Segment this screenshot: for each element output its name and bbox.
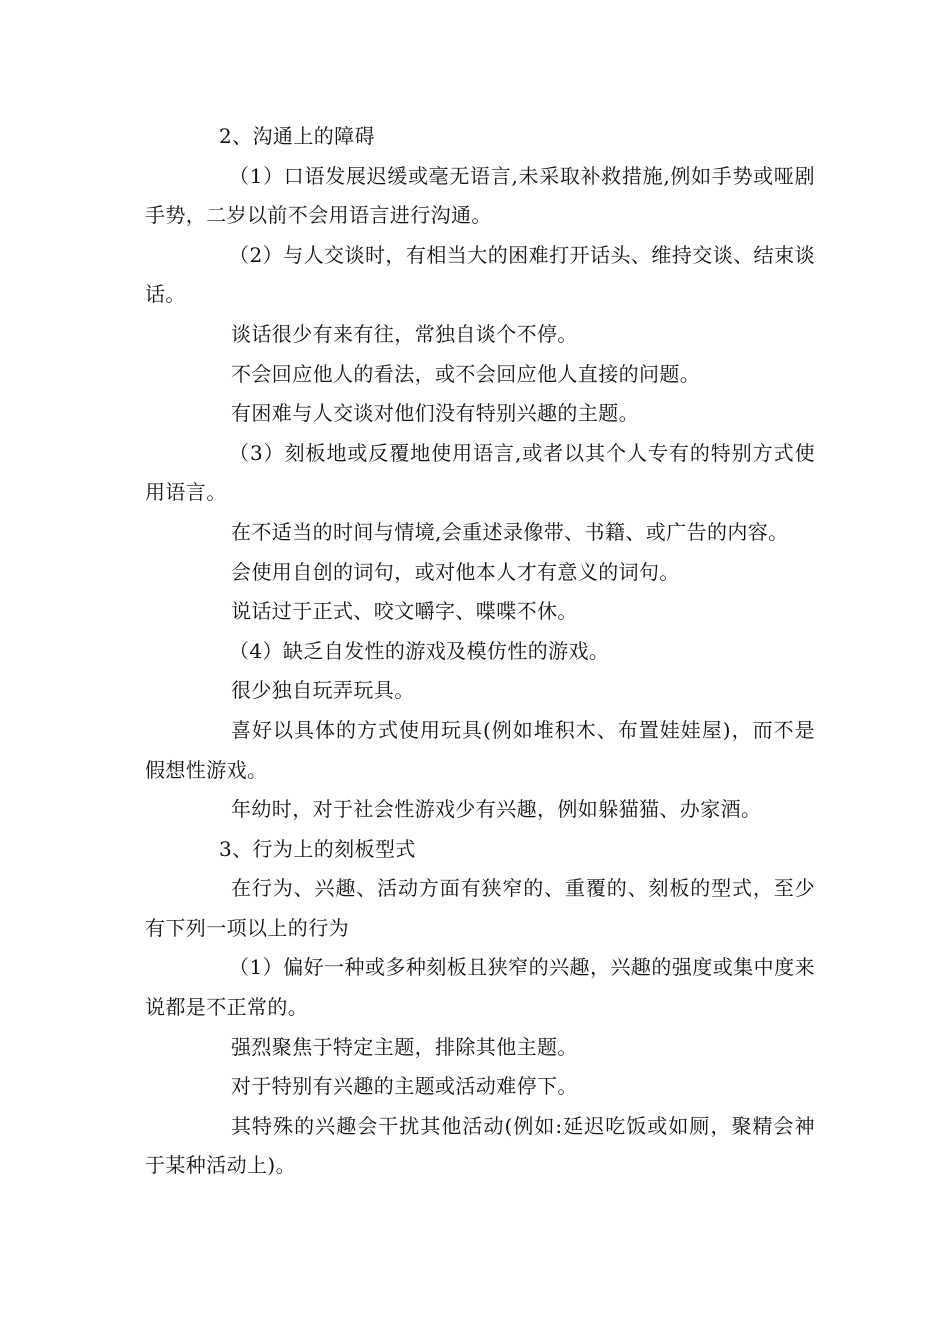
- document-body: [145, 117, 815, 1186]
- section-heading: 3、行为上的刻板型式: [219, 836, 416, 861]
- sub-item: 说话过于正式、咬文嚼字、喋喋不休。: [231, 599, 578, 624]
- sub-item: 会使用自创的词句，或对他本人才有意义的词句。: [231, 559, 680, 584]
- sub-item: 年幼时，对于社会性游戏少有兴趣，例如躲猫猫、办家酒。: [231, 797, 762, 822]
- numbered-item: （3）刻板地或反覆地使用语言,或者以其个人专有的特别方式使用语言。: [145, 440, 815, 505]
- sub-item: 其特殊的兴趣会干扰其他活动(例如:延迟吃饭或如厕，聚精会神于某种活动上)。: [145, 1113, 815, 1178]
- sub-item: 强烈聚焦于特定主题，排除其他主题。: [231, 1034, 578, 1059]
- sub-item: 很少独自玩弄玩具。: [231, 678, 415, 703]
- sub-item: 谈话很少有来有往，常独自谈个不停。: [231, 321, 578, 346]
- numbered-item: （4）缺乏自发性的游戏及模仿性的游戏。: [229, 638, 610, 663]
- sub-item: 喜好以具体的方式使用玩具(例如堆积木、布置娃娃屋)，而不是假想性游戏。: [145, 717, 815, 782]
- section-heading: 2、沟通上的障碍: [219, 124, 375, 148]
- body-paragraph: 在行为、兴趣、活动方面有狭窄的、重覆的、刻板的型式，至少有下列一项以上的行为: [145, 876, 815, 940]
- sub-item: 有困难与人交谈对他们没有特别兴趣的主题。: [231, 401, 639, 426]
- sub-item: 不会回应他人的看法，或不会回应他人直接的问题。: [231, 361, 701, 386]
- numbered-item: （2）与人交谈时，有相当大的困难打开话头、维持交谈、结束谈话。: [145, 242, 815, 307]
- numbered-item: （1）口语发展迟缓或毫无语言,未采取补救措施,例如手势或哑剧手势，二岁以前不会用语言进行沟通。: [145, 163, 815, 228]
- numbered-item: （1）偏好一种或多种刻板且狭窄的兴趣，兴趣的强度或集中度来说都是不正常的。: [145, 955, 815, 1020]
- sub-item: 在不适当的时间与情境,会重述录像带、书籍、或广告的内容。: [231, 519, 789, 544]
- sub-item: 对于特别有兴趣的主题或活动难停下。: [231, 1074, 578, 1099]
